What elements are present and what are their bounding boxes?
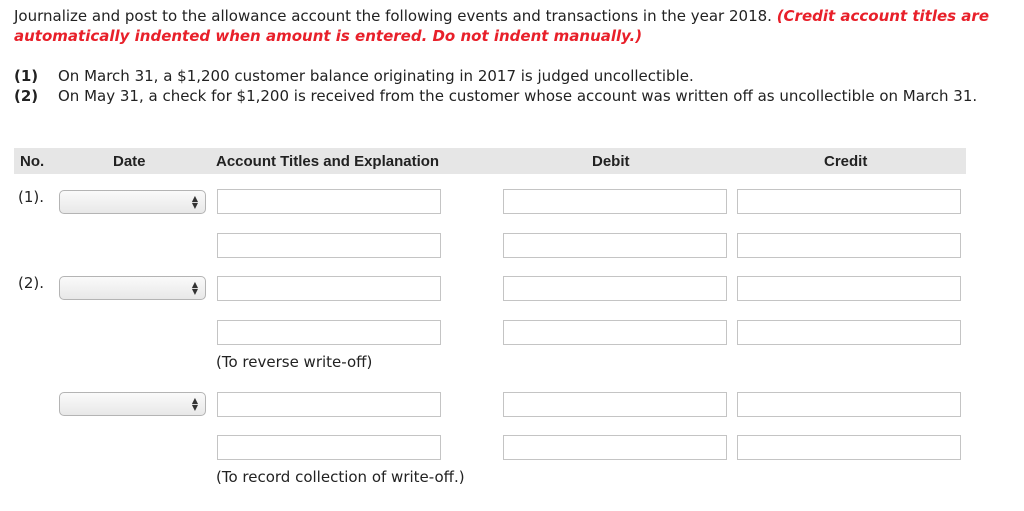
- instructions-text: Journalize and post to the allowance account the following events and transactions in the year 2018.: [14, 7, 777, 25]
- credit-input[interactable]: [737, 392, 961, 417]
- debit-input[interactable]: [503, 276, 727, 301]
- account-title-input[interactable]: [217, 435, 441, 460]
- account-title-input[interactable]: [217, 276, 441, 301]
- credit-input[interactable]: [737, 233, 961, 258]
- explanation-note: (To record collection of write-off.): [216, 468, 465, 486]
- up-down-arrows-icon: ▲ ▼: [191, 396, 198, 412]
- explanation-note: (To reverse write-off): [216, 353, 373, 371]
- debit-input[interactable]: [503, 320, 727, 345]
- debit-input[interactable]: [503, 233, 727, 258]
- up-down-arrows-icon: ▲ ▼: [191, 280, 198, 296]
- debit-input[interactable]: [503, 189, 727, 214]
- header-account: Account Titles and Explanation: [216, 153, 440, 170]
- credit-input[interactable]: [737, 320, 961, 345]
- header-credit: Credit: [824, 153, 868, 170]
- header-debit: Debit: [592, 153, 630, 170]
- credit-input[interactable]: [737, 189, 961, 214]
- credit-input[interactable]: [737, 276, 961, 301]
- date-select[interactable]: [59, 276, 206, 300]
- account-title-input[interactable]: [217, 392, 441, 417]
- header-no: No.: [20, 153, 45, 170]
- event-item-2: [14, 86, 1004, 106]
- event-text: On May 31, a check for $1,200 is received from the customer whose account was written off as uncollectible on March 31.: [58, 87, 978, 105]
- entry-label-2: (2).: [18, 274, 45, 292]
- header-date: Date: [113, 153, 146, 170]
- table-header: [14, 148, 966, 174]
- instructions-emphasis: (Credit account titles are automatically indented when amount is entered. Do not indent manually.): [14, 7, 989, 45]
- debit-input[interactable]: [503, 435, 727, 460]
- debit-input[interactable]: [503, 392, 727, 417]
- event-item-1: [14, 66, 1004, 86]
- event-number: (1): [14, 67, 39, 85]
- credit-input[interactable]: [737, 435, 961, 460]
- account-title-input[interactable]: [217, 320, 441, 345]
- event-list: [14, 66, 1004, 106]
- account-title-input[interactable]: [217, 233, 441, 258]
- up-down-arrows-icon: ▲ ▼: [191, 194, 198, 210]
- account-title-input[interactable]: [217, 189, 441, 214]
- instructions: [14, 6, 1014, 46]
- event-text: On March 31, a $1,200 customer balance originating in 2017 is judged uncollectible.: [58, 67, 694, 85]
- date-select[interactable]: [59, 190, 206, 214]
- date-select[interactable]: [59, 392, 206, 416]
- entry-label-1: (1).: [18, 188, 45, 206]
- event-number: (2): [14, 87, 39, 105]
